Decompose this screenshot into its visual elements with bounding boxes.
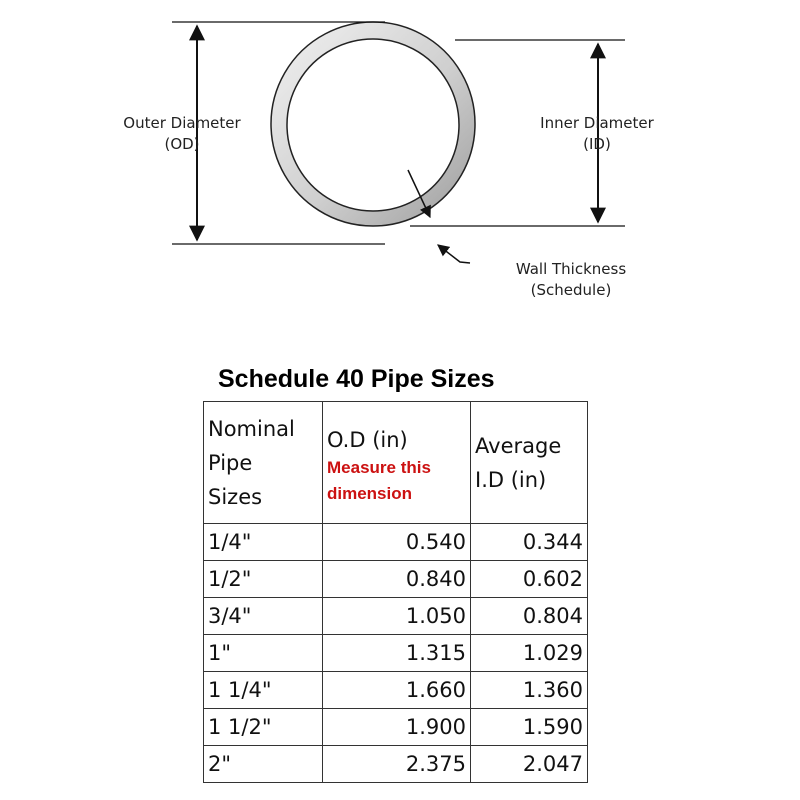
table-header-row (204, 402, 588, 524)
header-outer-diameter (323, 402, 471, 524)
id-cell: 0.804 (471, 598, 588, 635)
table-row (204, 746, 588, 783)
id-cell: 2.047 (471, 746, 588, 783)
id-cell: 0.602 (471, 561, 588, 598)
table-row (204, 709, 588, 746)
outer-diameter-abbrev: (OD) (164, 135, 200, 153)
inner-diameter-abbrev: (ID) (583, 135, 611, 153)
od-cell: 2.375 (323, 746, 471, 783)
header-od-label: O.D (in) (327, 427, 408, 452)
nominal-size-cell: 2" (204, 746, 323, 783)
header-nominal-pipe-sizes (204, 402, 323, 524)
id-cell: 0.344 (471, 524, 588, 561)
nominal-size-cell: 1 1/4" (204, 672, 323, 709)
table-title: Schedule 40 Pipe Sizes (218, 365, 495, 393)
outer-diameter-label: Outer Diameter (123, 114, 241, 132)
wall-thickness-leader (438, 245, 470, 263)
wall-thickness-schedule: (Schedule) (530, 281, 612, 299)
nominal-size-cell: 1 1/2" (204, 709, 323, 746)
table-row (204, 524, 588, 561)
pipe-wall-ring (271, 22, 475, 226)
table-row (204, 561, 588, 598)
header-avg-line2: I.D (in) (475, 467, 547, 492)
od-cell: 0.540 (323, 524, 471, 561)
pipe-size-table (203, 401, 588, 783)
table-row (204, 635, 588, 672)
od-cell: 1.050 (323, 598, 471, 635)
nominal-size-cell: 1" (204, 635, 323, 672)
header-nominal-line3: Sizes (208, 484, 263, 509)
nominal-size-cell: 3/4" (204, 598, 323, 635)
header-nominal-line1: Nominal (208, 416, 295, 441)
od-cell: 0.840 (323, 561, 471, 598)
header-nominal-line2: Pipe (208, 450, 253, 475)
table-row (204, 672, 588, 709)
od-cell: 1.315 (323, 635, 471, 672)
od-cell: 1.660 (323, 672, 471, 709)
inner-diameter-label: Inner Diameter (540, 114, 654, 132)
id-cell: 1.590 (471, 709, 588, 746)
table-row (204, 598, 588, 635)
id-cell: 1.360 (471, 672, 588, 709)
nominal-size-cell: 1/2" (204, 561, 323, 598)
measure-note-line1: Measure this (327, 457, 431, 477)
measure-note-line2: dimension (327, 483, 413, 503)
header-average-inner-diameter (471, 402, 588, 524)
od-cell: 1.900 (323, 709, 471, 746)
id-cell: 1.029 (471, 635, 588, 672)
pipe-cross-section-diagram (0, 0, 800, 310)
wall-thickness-label: Wall Thickness (515, 260, 627, 278)
header-avg-line1: Average (475, 433, 562, 458)
nominal-size-cell: 1/4" (204, 524, 323, 561)
